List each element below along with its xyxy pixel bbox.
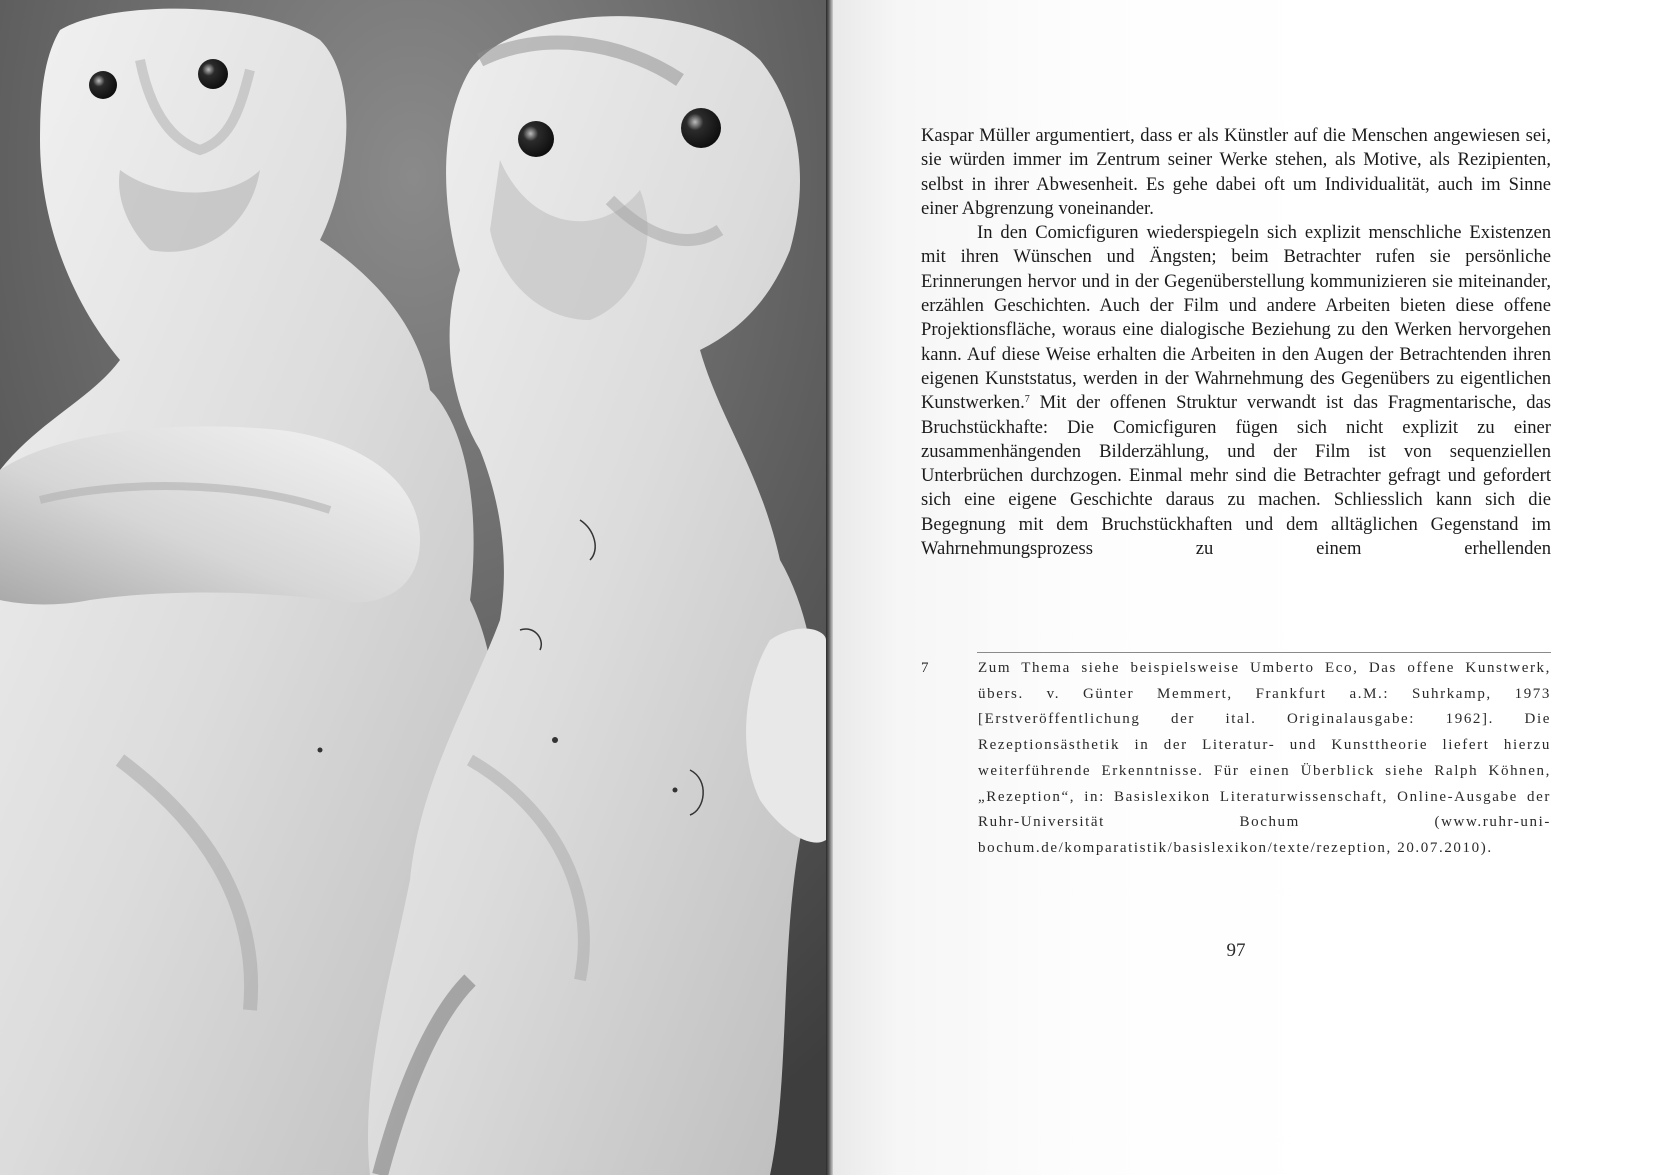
footnote-text: Zum Thema siehe beispielsweise Umberto Eco, Das offene Kunstwerk, übers. v. Günter Memmert, Frankfurt a.M.: Suhrkamp, 1973 [Erstveröffentlichung der ital. Originalausgabe: 1962]. Die Rezeptionsästhetik in der Literatur- und Kunsttheorie liefert hierzu weiterführende Erkenntnisse. Für einen Überblick siehe Ralph Köhnen, „Rezeption“, in: Basislexikon Literaturwissenschaft, Online-Ausgabe der Ruhr-Universität Bochum (www.ruhr-uni-bochum.de/komparatistik/basislexikon/texte/rezeption, 20.07.2010). <box>978 660 1551 856</box>
text-page <box>833 0 1659 1175</box>
paragraph-2 <box>921 221 1551 561</box>
footnote-reference: 7 <box>1024 394 1030 406</box>
left-figure-arm <box>0 426 420 604</box>
paragraph-2-part-b: Mit der offenen Struktur verwandt ist das Fragmentarische, das Bruchstückhafte: Die Comicfiguren fügen sich nicht explizit zu einer zusammenhängenden Bilderzählung, und der Film ist von sequenziellen Unterbrüchen durchzogen. Einmal mehr sind die Betrachter gefragt und gefordert sich eine eigene Geschichte daraus zu machen. Schliesslich kann sich die Begegnung mit dem Bruchstückhaften und dem alltäglichen Gegenstand im Wahrnehmungsprozess zu einem erhellenden <box>921 392 1551 560</box>
right-figure-eye-right <box>681 108 721 148</box>
right-figure-eye-left <box>518 121 554 157</box>
left-figure-eye-right <box>198 59 228 89</box>
footnote-number: 7 <box>921 660 931 676</box>
book-gutter <box>826 0 833 1175</box>
page-number: 97 <box>1226 940 1246 961</box>
left-figure-eye-left <box>89 71 117 99</box>
paragraph-1: Kaspar Müller argumentiert, dass er als Künstler auf die Menschen angewiesen sei, sie würden immer im Zentrum seiner Werke stehen, als Motive, als Rezipienten, selbst in ihrer Abwesenheit. Es gehe dabei oft um Individualität, auch im Sinne einer Abgrenzung voneinander. <box>921 125 1551 219</box>
paragraph-2-part-a: In den Comicfiguren wiederspiegeln sich explizit menschliche Existenzen mit ihren Wünschen und Ängsten; beim Betrachter rufen sie persönliche Erinnerungen hervor und in der Gegenüberstellung kommunizieren sie miteinander, erzählen Geschichten. Auch der Film und andere Arbeiten bieten diese offene Projektionsfläche, woraus eine dialogische Beziehung zu den Werken hervorgehen kann. Auf diese Weise erhalten die Arbeiten in den Augen der Betrachtenden ihren eigenen Kunststatus, werden in der Wahrnehmung des Gegenübers zu eigentlichen Kunstwerken. <box>921 222 1551 414</box>
clay-figures-photograph <box>0 0 826 1175</box>
photo-page <box>0 0 826 1175</box>
footnote-divider <box>977 652 1551 653</box>
body-text <box>921 124 1551 561</box>
